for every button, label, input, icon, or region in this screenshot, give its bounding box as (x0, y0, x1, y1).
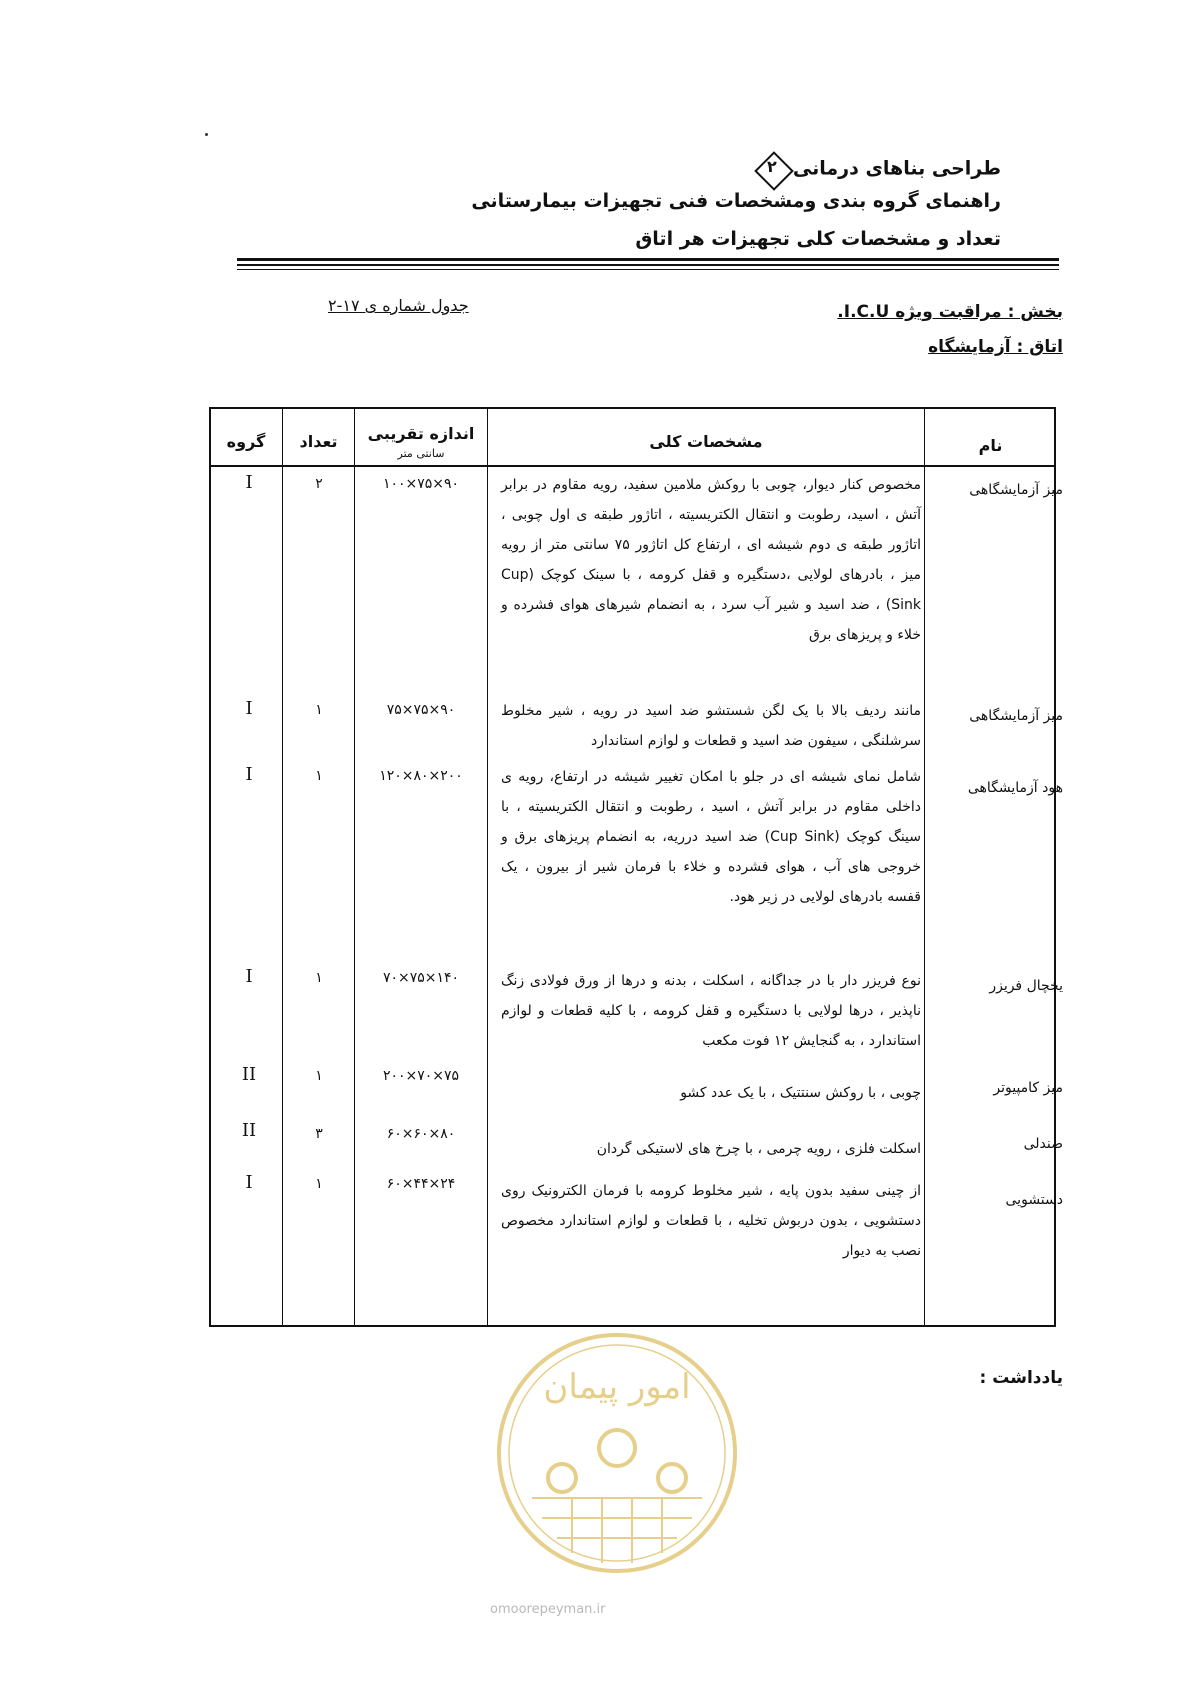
row-group: I (245, 1172, 253, 1193)
row-specs: نوع فریزر دار با در جداگانه ، اسکلت ، بدنه و درها از ورق فولادی زنگ ناپذیر ، درها لولایی با دستگیره و قفل کرومه ، با کلیه قطعات و لوازم استاندارد ، به گنجایش ۱۲ فوت مکعب (501, 973, 921, 1049)
header-size: اندازه تقریبی (367, 424, 475, 443)
badge-number: ۲ (767, 157, 777, 176)
row-count: ۱ (315, 970, 323, 986)
row-group: I (245, 472, 253, 493)
header-row-divider (209, 465, 1056, 467)
row-count: ۱ (315, 1068, 323, 1084)
row-size: ۷۰×۷۵×۱۴۰ (382, 970, 460, 986)
header-rule-mid (237, 264, 1059, 266)
row-group: I (245, 764, 253, 785)
row-specs: اسکلت فلزی ، رویه چرمی ، با چرخ های لاستیکی گردان (596, 1141, 921, 1157)
row-name: صندلی (1023, 1136, 1063, 1152)
watermark-text: امور پیمان (543, 1367, 691, 1407)
row-group: I (245, 698, 253, 719)
col-divider-size (487, 407, 488, 1327)
row-count: ۱ (315, 702, 323, 718)
row-specs: چوبی ، با روکش سنتتیک ، با یک عدد کشو (680, 1085, 921, 1101)
row-count: ۱ (315, 768, 323, 784)
header-rule-thick (237, 258, 1059, 261)
watermark-url: omoorepeyman.ir (490, 1602, 606, 1617)
row-group: II (241, 1064, 257, 1085)
row-group: I (245, 966, 253, 987)
row-size: ۲۰۰×۷۰×۷۵ (382, 1068, 460, 1084)
col-divider-group (282, 407, 283, 1327)
row-specs: مخصوص کنار دیوار، چوبی با روکش ملامین سفید، رویه مقاوم در برابر آتش ، اسید، رطوبت و انتقال الکتریسیته ، اتاژور طبقه ی اول چوبی ، اتاژور طبقه ی دوم شیشه ای ، ارتفاع کل اتاژور ۷۵ سانتی متر از رویه میز ، بادرهای لولایی ،دستگیره و قفل کرومه ، با سینک کوچک (Cup Sink) ، ضد اسید و شیر آب سرد ، به انضمام شیرهای هوای فشرده و خلاء و پریزهای برق (501, 477, 922, 643)
row-count: ۱ (315, 1176, 323, 1192)
row-count: ۲ (315, 476, 323, 492)
row-group: II (241, 1120, 257, 1141)
header-specs: مشخصات کلی (649, 432, 763, 451)
diamond-number-badge (755, 152, 789, 186)
watermark-seal-icon (492, 1328, 742, 1578)
header-name: نام (978, 436, 1003, 455)
row-count: ۳ (315, 1126, 323, 1142)
header-size-unit: سانتی متر (397, 447, 445, 460)
col-divider-specs (924, 407, 925, 1327)
series-title-text: طراحی بناهای درمانی (792, 157, 1001, 180)
room-label: اتاق : آزمایشگاه (928, 337, 1063, 357)
row-name: دستشویی (1005, 1192, 1063, 1208)
header-group: گروه (226, 432, 266, 451)
row-name: یخچال فریزر (989, 978, 1063, 994)
row-name: هود آزمایشگاهی (967, 780, 1063, 796)
header-count: تعداد (299, 432, 338, 451)
document-series-title (755, 152, 1001, 186)
stray-dot (205, 133, 208, 136)
row-name: میز آزمایشگاهی (969, 708, 1063, 724)
row-specs: از چینی سفید بدون پایه ، شیر مخلوط کرومه با فرمان الکترونیک روی دستشویی ، بدون دربوش تخلیه ، با قطعات و لوازم استاندارد مخصوص نصب به دیوار (501, 1183, 921, 1259)
row-size: ۶۰×۶۰×۸۰ (386, 1126, 456, 1142)
row-specs: شامل نمای شیشه ای در جلو با امکان تغییر شیشه در ارتفاع، رویه ی داخلی مقاوم در برابر آتش ، اسید ، رطوبت و انتقال الکتریسیته ، با سینگ کوچک (Cup Sink) ضد اسید درریه، به انضمام پریزهای برق و خروجی های آب ، هوای فشرده و خلاء با فرمان شیر از بیرون ، یک قفسه بادرهای لولایی در زیر هود. (501, 769, 922, 905)
row-size: ۷۵×۷۵×۹۰ (386, 702, 456, 718)
row-name: میز آزمایشگاهی (969, 482, 1063, 498)
row-name: میز کامپیوتر (993, 1080, 1063, 1096)
department-label: بخش : مراقبت ویژه I.C.U. (837, 302, 1063, 322)
table-number: جدول شماره ی ۱۷-۲ (328, 296, 469, 315)
col-divider-count (354, 407, 355, 1327)
row-size: ۱۰۰×۷۵×۹۰ (382, 476, 460, 492)
guide-title: راهنمای گروه بندی ومشخصات فنی تجهیزات بیمارستانی (471, 190, 1001, 212)
section-title: تعداد و مشخصات کلی تجهیزات هر اتاق (635, 228, 1001, 250)
notes-label: یادداشت : (979, 1368, 1063, 1388)
row-specs: مانند ردیف بالا با یک لگن شستشو ضد اسید در رویه ، شیر مخلوط سرشلنگی ، سیفون ضد اسید و قطعات و لوازم استاندارد (501, 703, 921, 749)
row-size: ۱۲۰×۸۰×۲۰۰ (379, 768, 463, 784)
row-size: ۶۰×۴۴×۲۴ (386, 1176, 456, 1192)
header-rule-thin (237, 269, 1059, 270)
